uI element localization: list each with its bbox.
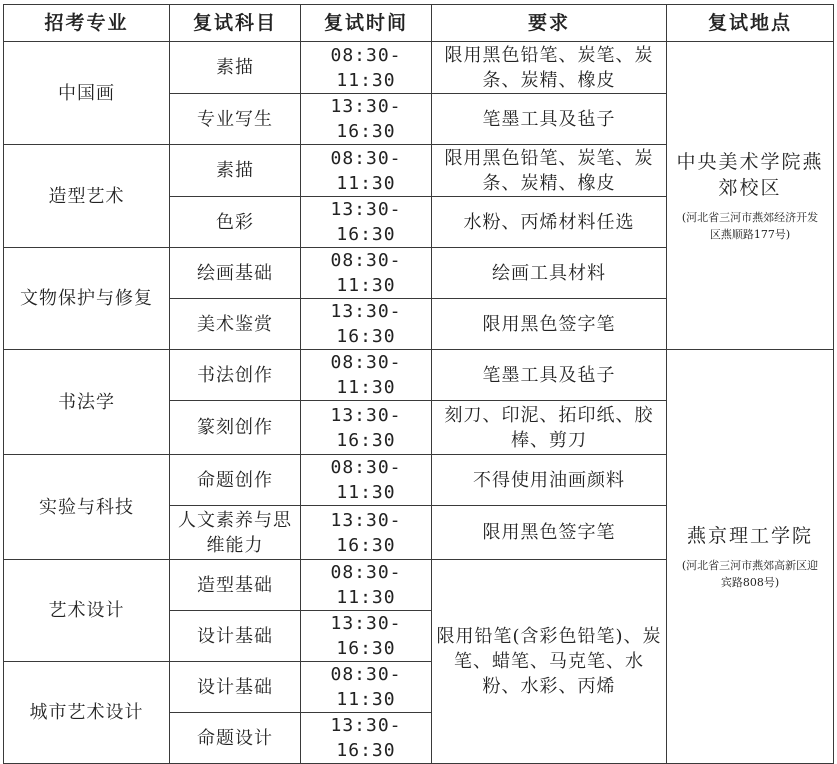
- subject-cell: 造型基础: [170, 560, 301, 611]
- subject-cell: 素描: [170, 145, 301, 197]
- table-row: [4, 350, 834, 401]
- subject-cell: 篆刻创作: [170, 401, 301, 455]
- requirement-cell: 限用铅笔(含彩色铅笔)、炭笔、蜡笔、马克笔、水粉、水彩、丙烯: [432, 560, 667, 764]
- subject-cell: 色彩: [170, 197, 301, 248]
- requirement-cell: 限用黑色签字笔: [432, 506, 667, 560]
- requirement-cell: 限用黑色签字笔: [432, 299, 667, 350]
- time-cell: 13:30-16:30: [301, 506, 432, 560]
- subject-cell: 专业写生: [170, 94, 301, 145]
- subject-cell: 命题创作: [170, 455, 301, 506]
- subject-cell: 绘画基础: [170, 248, 301, 299]
- major-cell: 艺术设计: [4, 560, 170, 662]
- requirement-cell: 笔墨工具及毡子: [432, 350, 667, 401]
- header-major: 招考专业: [4, 5, 170, 42]
- location-cell: [667, 350, 834, 764]
- major-cell: 中国画: [4, 42, 170, 145]
- header-time: 复试时间: [301, 5, 432, 42]
- requirement-cell: 刻刀、印泥、拓印纸、胶棒、剪刀: [432, 401, 667, 455]
- location-name: 中央美术学院燕郊校区: [676, 150, 824, 199]
- subject-cell: 书法创作: [170, 350, 301, 401]
- header-requirement: 要求: [432, 5, 667, 42]
- time-cell: 08:30-11:30: [301, 350, 432, 401]
- major-cell: 造型艺术: [4, 145, 170, 248]
- time-cell: 08:30-11:30: [301, 455, 432, 506]
- major-cell: 城市艺术设计: [4, 662, 170, 764]
- subject-cell: 设计基础: [170, 611, 301, 662]
- requirement-cell: 水粉、丙烯材料任选: [432, 197, 667, 248]
- time-cell: 13:30-16:30: [301, 94, 432, 145]
- time-cell: 13:30-16:30: [301, 401, 432, 455]
- major-cell: 书法学: [4, 350, 170, 455]
- major-cell: 实验与科技: [4, 455, 170, 560]
- requirement-cell: 限用黑色铅笔、炭笔、炭条、炭精、橡皮: [432, 145, 667, 197]
- subject-cell: 人文素养与思维能力: [170, 506, 301, 560]
- requirement-cell: 笔墨工具及毡子: [432, 94, 667, 145]
- location-name: 燕京理工学院: [686, 524, 813, 547]
- location-address: (河北省三河市燕郊经济开发区燕顺路177号): [681, 210, 819, 241]
- header-subject: 复试科目: [170, 5, 301, 42]
- requirement-cell: 不得使用油画颜料: [432, 455, 667, 506]
- time-cell: 08:30-11:30: [301, 145, 432, 197]
- time-cell: 13:30-16:30: [301, 299, 432, 350]
- requirement-cell: 绘画工具材料: [432, 248, 667, 299]
- time-cell: 13:30-16:30: [301, 197, 432, 248]
- location-address: (河北省三河市燕郊高新区迎宾路808号): [681, 558, 819, 589]
- subject-cell: 命题设计: [170, 713, 301, 764]
- time-cell: 08:30-11:30: [301, 662, 432, 713]
- time-cell: 08:30-11:30: [301, 248, 432, 299]
- header-location: 复试地点: [667, 5, 834, 42]
- subject-cell: 设计基础: [170, 662, 301, 713]
- time-cell: 13:30-16:30: [301, 611, 432, 662]
- header-row: [4, 5, 834, 42]
- requirement-cell: 限用黑色铅笔、炭笔、炭条、炭精、橡皮: [432, 42, 667, 94]
- subject-cell: 素描: [170, 42, 301, 94]
- time-cell: 13:30-16:30: [301, 713, 432, 764]
- major-cell: 文物保护与修复: [4, 248, 170, 350]
- location-cell: [667, 42, 834, 350]
- subject-cell: 美术鉴赏: [170, 299, 301, 350]
- time-cell: 08:30-11:30: [301, 42, 432, 94]
- exam-schedule-table: [3, 4, 834, 764]
- table-row: [4, 42, 834, 94]
- time-cell: 08:30-11:30: [301, 560, 432, 611]
